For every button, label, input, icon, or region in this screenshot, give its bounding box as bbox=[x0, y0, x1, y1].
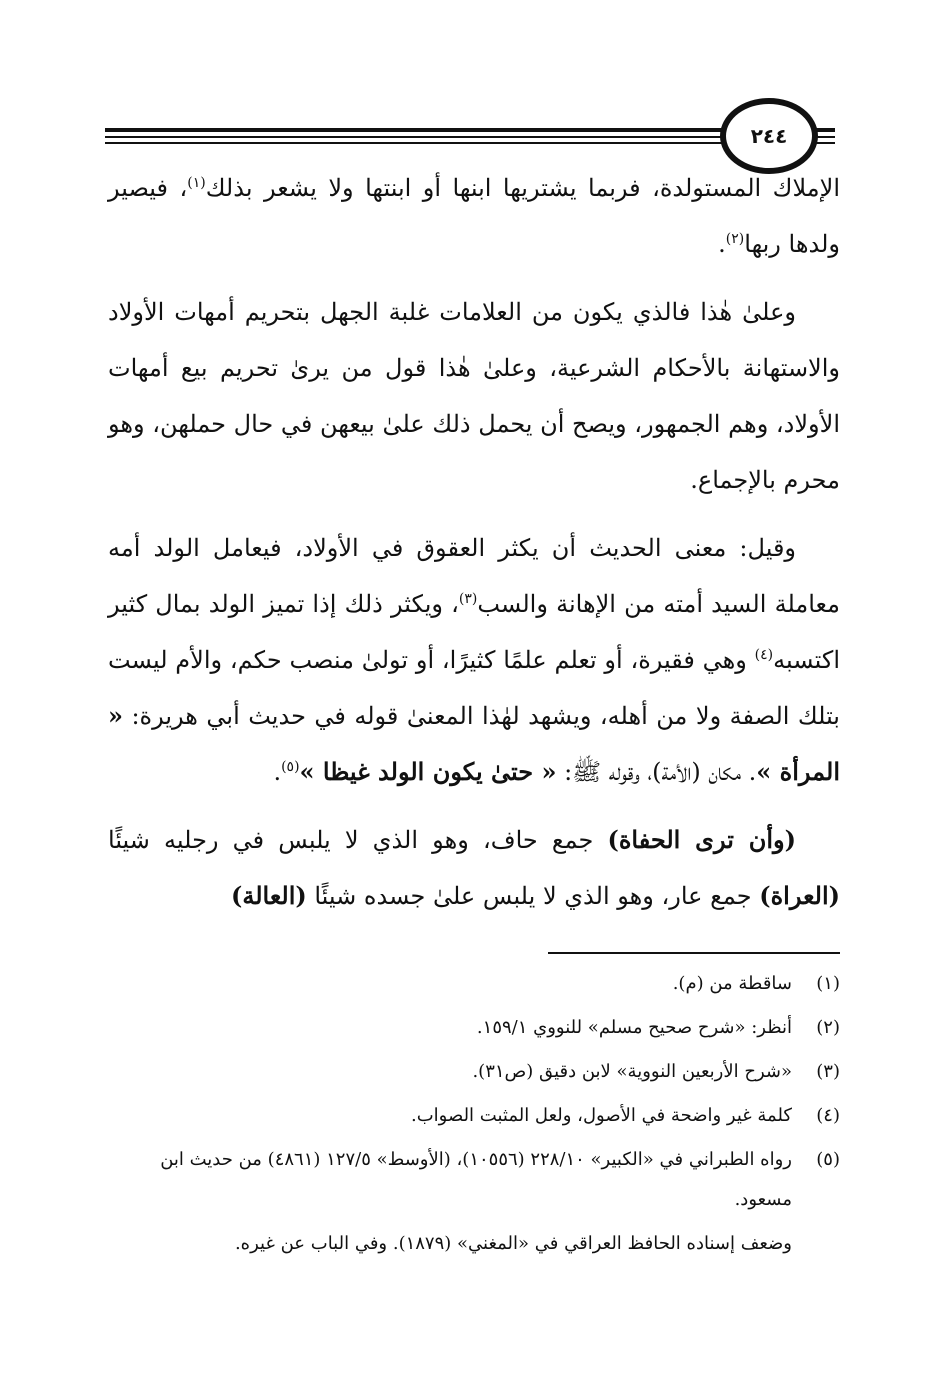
footnote-item bbox=[108, 1138, 840, 1220]
footnote-number: (٣) bbox=[816, 1061, 840, 1082]
footnote-number: (١) bbox=[816, 973, 840, 994]
text-run: جمع عار، وهو الذي لا يلبس علىٰ جسده شيئًا bbox=[306, 882, 760, 910]
footnote-number: (٢) bbox=[816, 1017, 840, 1038]
footnote-item bbox=[108, 1006, 840, 1050]
main-text bbox=[108, 160, 840, 924]
text-run: . مكان (الأمة)، وقوله ﷺ: bbox=[556, 758, 757, 786]
footnote-continuation: وضعف إسناده الحافظ العراقي في «المغني» (١٨٧٩). وفي الباب عن غيره. bbox=[234, 1233, 792, 1254]
footnote-divider bbox=[548, 952, 840, 954]
text-run: ، ويكثر ذلك إذا تميز الولد بمال كثير اكتسبه bbox=[108, 590, 840, 674]
text-run: . bbox=[273, 758, 282, 786]
paragraph bbox=[108, 160, 840, 272]
quoted-term: « حتىٰ يكون الولد غيظا » bbox=[299, 757, 557, 786]
quoted-term: « المرأة » bbox=[108, 701, 840, 786]
footnote-ref[interactable]: (٥) bbox=[281, 759, 300, 775]
footnote-text: أنظر: «شرح صحيح مسلم» للنووي ١٥٩/١. bbox=[476, 1017, 792, 1038]
footnote-ref[interactable]: (٤) bbox=[754, 647, 774, 663]
text-run: الإملاك المستولدة، فربما يشتريها ابنها أو ابنتها ولا يشعر بذلك bbox=[205, 174, 840, 202]
footnote-text: كلمة غير واضحة في الأصول، ولعل المثبت الصواب. bbox=[411, 1105, 792, 1126]
footnote-item bbox=[108, 1094, 840, 1138]
footnote-text: رواه الطبراني في «الكبير» ٢٢٨/١٠ (١٠٥٥٦)، (الأوسط» ١٢٧/٥ (٤٨٦١) من حديث ابن مسعود. bbox=[160, 1149, 792, 1210]
footnote-text: ساقطة من (م). bbox=[672, 973, 792, 994]
footnote-ref[interactable]: (١) bbox=[187, 175, 206, 191]
footnote-ref[interactable]: (٣) bbox=[458, 591, 478, 607]
footnote-ref[interactable]: (٢) bbox=[725, 231, 745, 247]
matn-term: (العالة) bbox=[230, 881, 307, 910]
footnote-item bbox=[108, 1050, 840, 1094]
text-run: وعلىٰ هٰذا فالذي يكون من العلامات غلبة الجهل بتحريم أمهات الأولاد والاستهانة بالأحكام الشرعية، وعلىٰ هٰذا قول من يرىٰ تحريم بيع أمهات الأولاد، وهم الجمهور، ويصح أن يحمل ذلك علىٰ بيعهن في حال حملهن، وهو محرم بالإجماع. bbox=[108, 298, 840, 494]
text-run: وقيل: معنى الحديث أن يكثر العقوق في الأولاد، فيعامل الولد أمه معاملة السيد أمته من الإهانة والسب bbox=[108, 534, 840, 618]
footnote-number: (٤) bbox=[816, 1105, 840, 1126]
matn-term: (العراة) bbox=[759, 881, 840, 910]
page-number-text: ٢٤٤ bbox=[750, 124, 788, 148]
paragraph bbox=[108, 812, 840, 924]
matn-term: (وأن ترى الحفاة) bbox=[607, 825, 796, 854]
footnote-item bbox=[108, 962, 840, 1006]
text-run: وهي فقيرة، أو تعلم علمًا كثيرًا، أو تولىٰ منصب حكم، والأم ليست بتلك الصفة ولا من أهله، ويشهد لهٰذا المعنىٰ قوله في حديث أبي هريرة: bbox=[108, 646, 840, 730]
footnotes bbox=[108, 962, 840, 1266]
footnote-text: «شرح الأربعين النووية» لابن دقيق (ص٣١). bbox=[472, 1061, 792, 1082]
paragraph bbox=[108, 284, 840, 508]
footnote-number: (٥) bbox=[816, 1149, 840, 1170]
text-run: . bbox=[718, 230, 726, 258]
paragraph bbox=[108, 520, 840, 800]
text-run: ، فيصير ولدها ربها bbox=[108, 174, 840, 258]
text-run: جمع حاف، وهو الذي لا يلبس في رجليه شيئًا bbox=[108, 826, 608, 854]
